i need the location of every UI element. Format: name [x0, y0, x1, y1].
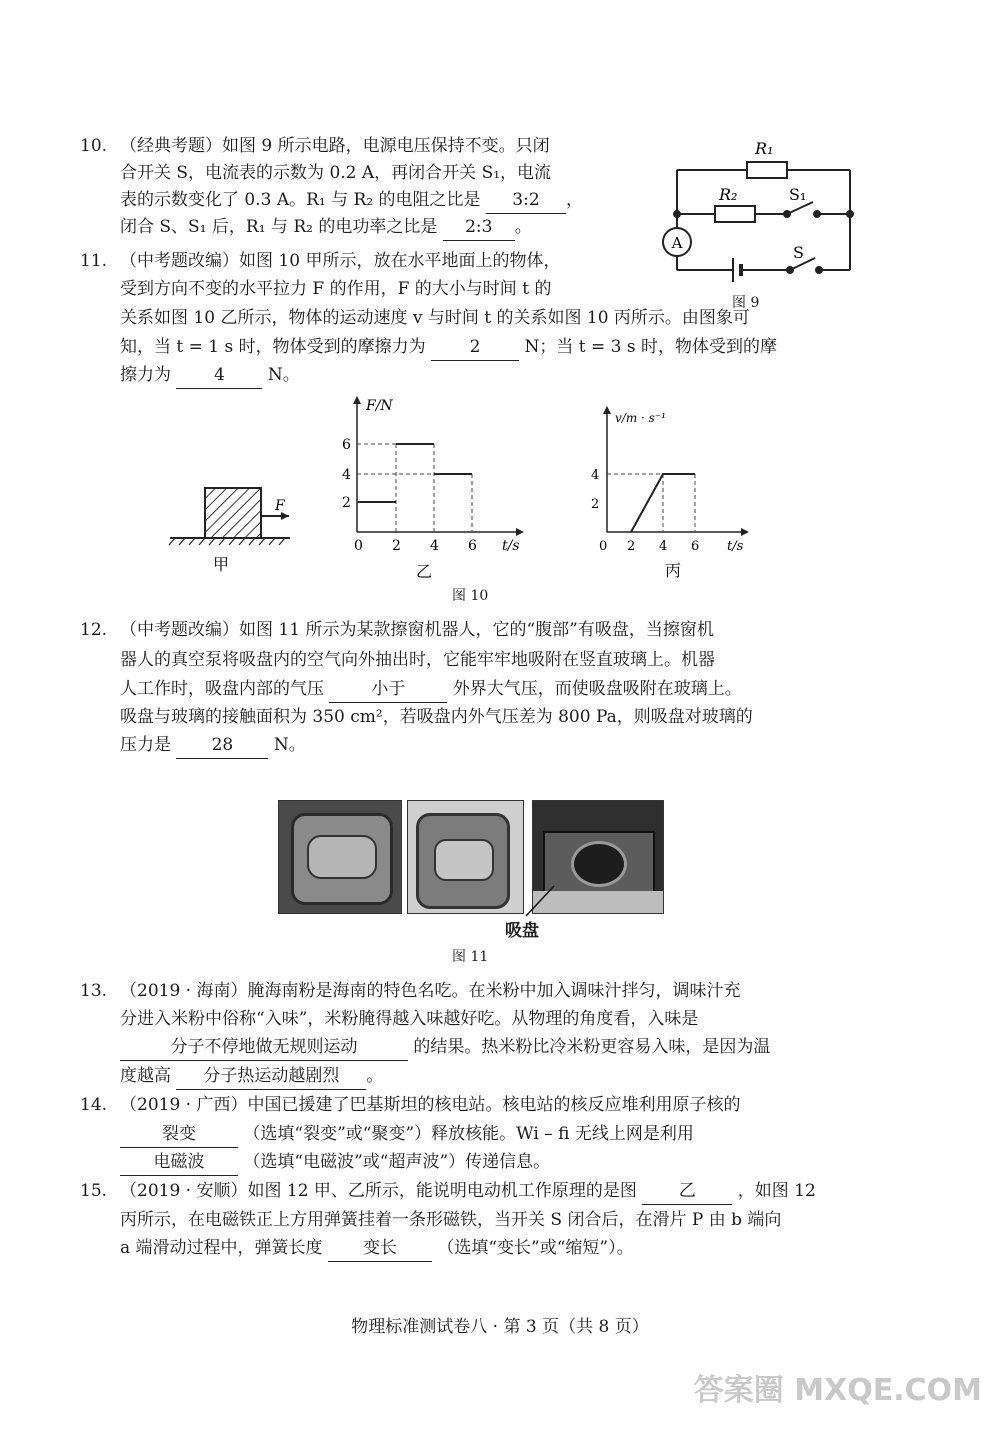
q14-line3-end: （选填“电磁波”或“超声波”）传递信息。	[243, 1152, 551, 1172]
q12-line4: 吸盘与玻璃的接触面积为 350 cm²，若吸盘内外气压差为 800 Pa，则吸盘对玻璃的	[120, 707, 753, 727]
q12-line1: （中考题改编）如图 11 所示为某款擦窗机器人，它的“腹部”有吸盘，当擦窗机	[120, 620, 714, 640]
q14-line2-end: （选填“裂变”或“聚变”）释放核能。Wi – fi 无线上网是利用	[243, 1124, 694, 1144]
q11-line3: 关系如图 10 乙所示，物体的运动速度 v 与时间 t 的关系如图 10 丙所示。由图象可	[120, 308, 750, 328]
resistor-r2	[715, 206, 755, 222]
figure-9-circuit	[655, 130, 865, 315]
robot-photo-front	[278, 800, 402, 914]
q12-line5-end: N。	[273, 735, 306, 755]
bing-ytick: 4	[591, 468, 600, 483]
q15-line3-text: a 端滑动过程中，弹簧长度	[120, 1238, 323, 1258]
q15-number: 15.	[80, 1181, 108, 1201]
q14-line1: （2019 · 广西）中国已援建了巴基斯坦的核电站。核电站的核反应堆利用原子核的	[120, 1095, 741, 1115]
s1-label: S₁	[789, 185, 807, 204]
q14-answer-1: 裂变	[120, 1121, 238, 1148]
watermark: 答案圈 MXQE.COM	[693, 1373, 982, 1408]
jia-label: 甲	[213, 555, 230, 574]
q12-line2: 器人的真空泵将吸盘内的空气向外抽出时，它能牢牢地吸附在竖直玻璃上。机器	[120, 650, 715, 670]
q14-line3	[120, 1149, 550, 1176]
q15-line1-text: （2019 · 安顺）如图 12 甲、乙所示，能说明电动机工作原理的是图	[120, 1181, 637, 1201]
q11-line1: （中考题改编）如图 10 甲所示，放在水平地面上的物体，	[120, 251, 561, 271]
q10-line3-text: 表的示数变化了 0.3 A。R₁ 与 R₂ 的电阻之比是	[120, 190, 481, 210]
figure-9-caption: 图 9	[732, 295, 760, 311]
q11-line4-text: 知，当 t = 1 s 时，物体受到的摩擦力为	[120, 337, 426, 357]
yi-label: 乙	[416, 562, 433, 581]
q13-line3-end: 的结果。热米粉比冷米粉更容易入味，是因为温	[413, 1037, 771, 1057]
q15-line1-end: ，如图 12	[737, 1181, 816, 1201]
bing-xtick: 2	[627, 539, 636, 554]
bing-xtick: 0	[599, 539, 608, 554]
page-footer: 物理标准测试卷八 · 第 3 页（共 8 页）	[351, 1317, 649, 1337]
q13-line3	[120, 1034, 770, 1061]
q11-line5-text: 擦力为	[120, 365, 171, 385]
robot-photo-angle	[407, 800, 524, 914]
q10-line4-end: 。	[514, 217, 532, 237]
suction-cup-pointer	[520, 880, 560, 920]
q11-line5	[120, 362, 300, 389]
q13-line4-end: 。	[366, 1066, 384, 1086]
q11-line5-end: N。	[267, 365, 300, 385]
bing-xtick: 6	[691, 539, 700, 554]
yi-ytick: 2	[342, 495, 351, 511]
s-label: S	[793, 243, 804, 262]
yi-xlabel: t/s	[502, 538, 520, 554]
q12-answer-1: 小于	[329, 676, 447, 703]
bing-xlabel: t/s	[727, 539, 744, 554]
q12-line5	[120, 732, 306, 759]
figure-10-yi	[330, 392, 530, 582]
q15-line3	[120, 1235, 634, 1262]
q11-answer-2: 4	[176, 362, 262, 389]
q11-line2: 受到方向不变的水平拉力 F 的作用，F 的大小与时间 t 的	[120, 279, 552, 299]
bing-ytick: 2	[591, 497, 600, 512]
q13-line4	[120, 1063, 383, 1090]
r1-label: R₁	[755, 139, 774, 158]
q15-line3-end: （选填“变长”或“缩短”）。	[437, 1238, 634, 1258]
q13-answer-1: 分子不停地做无规则运动	[120, 1034, 408, 1061]
figure-10-bing	[585, 400, 760, 582]
q11-answer-1: 2	[431, 334, 519, 361]
q12-line3-end: 外界大气压，而使吸盘吸附在玻璃上。	[452, 679, 742, 699]
q10-answer-2: 2:3	[443, 214, 515, 241]
q12-line3-text: 人工作时，吸盘内部的气压	[120, 679, 324, 699]
q11-number: 11.	[80, 251, 108, 271]
q13-number: 13.	[80, 981, 108, 1001]
q11-line4-end: N；当 t = 3 s 时，物体受到的摩	[524, 337, 777, 357]
q11-line4	[120, 334, 777, 361]
bing-xtick: 4	[659, 539, 668, 554]
bing-label: 丙	[665, 561, 682, 580]
q13-answer-2: 分子热运动越剧烈	[176, 1063, 366, 1090]
yi-ytick: 4	[342, 467, 351, 483]
suction-cup-label: 吸盘	[505, 921, 539, 941]
q12-answer-2: 28	[176, 732, 268, 759]
resistor-r1	[747, 162, 787, 178]
figure-10-jia	[165, 470, 295, 580]
q10-line1: （经典考题）如图 9 所示电路，电源电压保持不变。只闭	[120, 136, 550, 156]
q10-comma: ，	[565, 190, 583, 210]
q12-line5-text: 压力是	[120, 735, 171, 755]
q10-answer-1: 3:2	[486, 187, 566, 214]
bing-ylabel: v/m · s⁻¹	[615, 411, 666, 425]
q10-line3	[120, 187, 583, 214]
q15-line1	[120, 1178, 816, 1205]
yi-xtick: 0	[354, 538, 363, 554]
q14-number: 14.	[80, 1095, 108, 1115]
yi-ylabel: F/N	[366, 398, 393, 414]
yi-xtick: 6	[468, 538, 477, 554]
yi-ytick: 6	[342, 437, 351, 453]
q10-number: 10.	[80, 136, 108, 156]
q10-line4-text: 闭合 S、S₁ 后，R₁ 与 R₂ 的电功率之比是	[120, 217, 438, 237]
figure-10-caption: 图 10	[452, 588, 489, 604]
q15-answer-2: 变长	[328, 1235, 432, 1262]
ammeter-label: A	[671, 234, 683, 252]
q13-line4-text: 度越高	[120, 1066, 171, 1086]
yi-xtick: 2	[392, 538, 401, 554]
q10-line4	[120, 214, 532, 241]
q14-answer-2: 电磁波	[120, 1149, 238, 1176]
q12-line3	[120, 676, 742, 703]
yi-xtick: 4	[430, 538, 439, 554]
q12-number: 12.	[80, 620, 108, 640]
q15-answer-1: 乙	[642, 1178, 732, 1205]
figure-11-caption: 图 11	[452, 949, 489, 965]
r2-label: R₂	[719, 185, 738, 204]
q10-line2: 合开关 S，电流表的示数为 0.2 A，再闭合开关 S₁，电流	[120, 163, 552, 183]
force-label: F	[275, 498, 285, 514]
q14-line2	[120, 1121, 694, 1148]
block	[205, 488, 261, 538]
q13-line2: 分进入米粉中俗称“入味”，米粉腌得越入味越好吃。从物理的角度看，入味是	[120, 1009, 699, 1029]
q15-line2: 丙所示，在电磁铁正上方用弹簧挂着一条形磁铁，当开关 S 闭合后，在滑片 P 由 b 端向	[120, 1210, 782, 1230]
q13-line1: （2019 · 海南）腌海南粉是海南的特色名吃。在米粉中加入调味汁拌匀，调味汁充	[120, 981, 741, 1001]
